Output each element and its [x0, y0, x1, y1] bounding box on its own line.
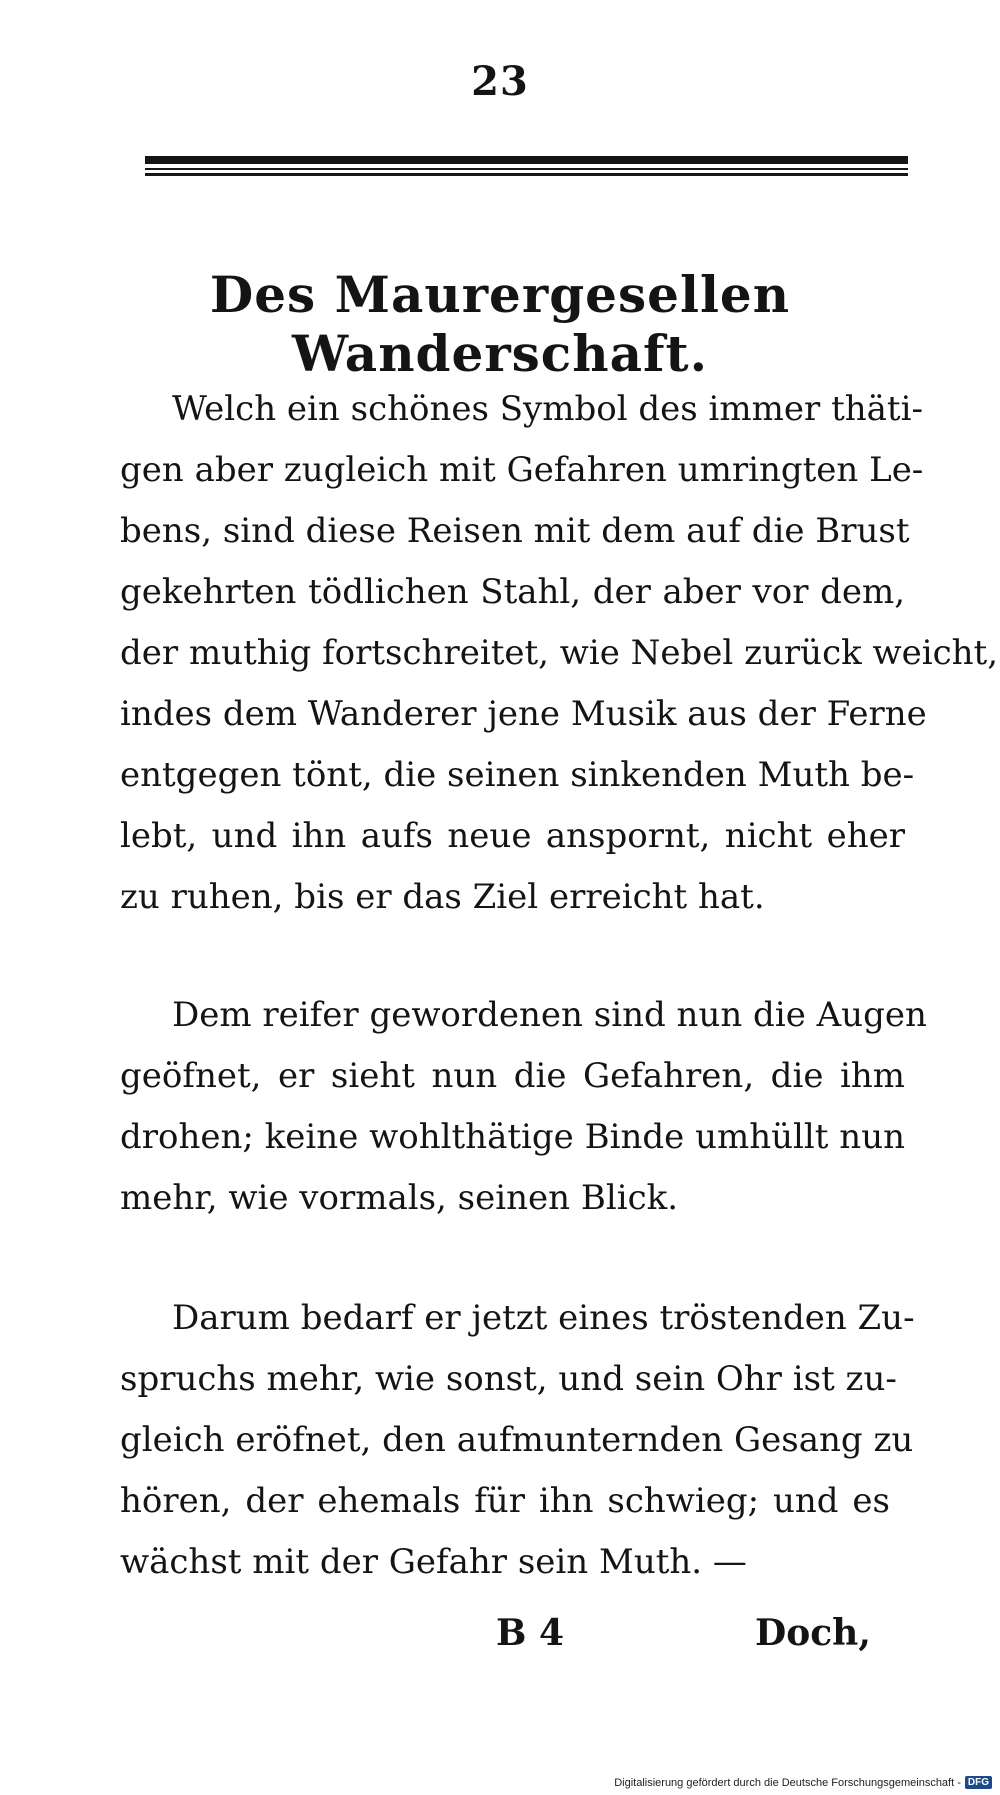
dfg-logo: DFG [965, 1776, 992, 1789]
text-line: lebt, und ihn aufs neue anspornt, nicht eher [120, 816, 905, 856]
header-rule-thin [145, 173, 908, 176]
text-line: gekehrten tödlichen Stahl, der aber vor dem, [120, 572, 905, 612]
signature-mark: B 4 [496, 1612, 565, 1654]
footer-text: Digitalisierung gefördert durch die Deutsche Forschungsgemeinschaft - [614, 1776, 961, 1789]
page-number: 23 [471, 58, 529, 105]
text-line: hören, der ehemals für ihn schwieg; und es [120, 1481, 890, 1521]
catchword: Doch, [755, 1612, 871, 1654]
text-line: Welch ein schönes Symbol des immer thäti- [172, 389, 923, 429]
text-line: Dem reifer gewordenen sind nun die Augen [172, 995, 927, 1035]
text-line: spruchs mehr, wie sonst, und sein Ohr ist zu- [120, 1359, 897, 1399]
header-rule-thick [145, 156, 908, 164]
text-line: drohen; keine wohlthätige Binde umhüllt nun [120, 1117, 905, 1157]
paragraph [120, 1288, 915, 1593]
text-line: bens, sind diese Reisen mit dem auf die Brust [120, 511, 910, 551]
text-line: geöfnet, er sieht nun die Gefahren, die ihm [120, 1056, 905, 1096]
text-line: mehr, wie vormals, seinen Blick. [120, 1178, 679, 1218]
header-rule-thin [145, 168, 908, 170]
paragraph [120, 985, 927, 1229]
text-line: der muthig fortschreitet, wie Nebel zurück weicht, [120, 633, 999, 673]
digitization-credit [614, 1776, 992, 1789]
text-line: entgegen tönt, die seinen sinkenden Muth be- [120, 755, 915, 795]
text-line: wächst mit der Gefahr sein Muth. — [120, 1542, 747, 1582]
header-rule [145, 156, 908, 178]
text-line: zu ruhen, bis er das Ziel erreicht hat. [120, 877, 765, 917]
text-line: Darum bedarf er jetzt eines tröstenden Zu- [172, 1298, 915, 1338]
text-line: gleich eröfnet, den aufmunternden Gesang zu [120, 1420, 914, 1460]
paragraph [120, 379, 999, 928]
text-line: gen aber zugleich mit Gefahren umringten Le- [120, 450, 924, 490]
page-title: Des Maurergesellen Wanderschaft. [209, 265, 791, 383]
text-line: indes dem Wanderer jene Musik aus der Ferne [120, 694, 927, 734]
